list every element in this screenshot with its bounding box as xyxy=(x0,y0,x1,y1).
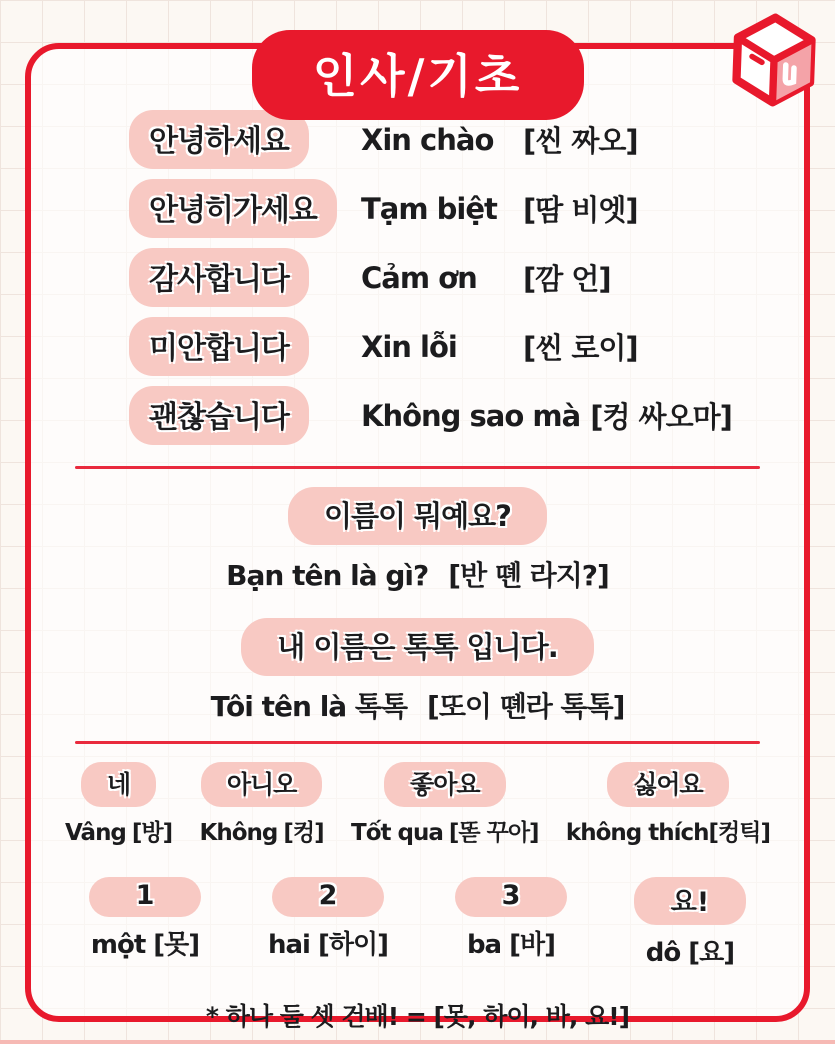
vietnamese-text: Tạm biệt xyxy=(361,191,497,226)
vietnamese-text: Không sao mà xyxy=(361,398,581,433)
pronunciation-text: [또이 뗸라 톡톡] xyxy=(427,690,625,723)
korean-number-pill: 2 xyxy=(272,877,384,917)
vietnamese-text: Xin chào xyxy=(361,122,494,157)
pronunciation-text: [방] xyxy=(131,820,173,846)
pronunciation-text: [씬 로이] xyxy=(523,331,638,365)
word-column xyxy=(65,762,172,847)
korean-phrase-pill: 괜찮습니다 xyxy=(129,386,309,445)
cheers-footnote: * 하나 둘 셋 건배! = [못, 하이, 바, 요!] xyxy=(205,1002,630,1031)
pronunciation-text: [씬 짜오] xyxy=(523,124,638,158)
korean-phrase-pill: 안녕히가세요 xyxy=(129,179,337,238)
cube-brand-logo-icon xyxy=(726,11,821,108)
sentence-translation xyxy=(31,554,804,594)
korean-word-pill: 싫어요 xyxy=(607,762,728,807)
korean-phrase-pill: 미안합니다 xyxy=(129,317,309,376)
pronunciation-text: [요] xyxy=(688,938,735,968)
korean-sentence-pill: 이름이 뭐예요? xyxy=(288,487,547,545)
pronunciation-text: [하이] xyxy=(317,930,388,960)
korean-word-pill: 네 xyxy=(81,762,156,807)
phrase-row xyxy=(31,243,804,312)
korean-number-pill: 1 xyxy=(89,877,201,917)
vietnamese-text: một xyxy=(90,930,146,960)
vietnamese-text: ba xyxy=(466,930,502,960)
pronunciation-text: [땀 비엣] xyxy=(523,193,638,227)
pronunciation-text: [반 뗸 라지?] xyxy=(448,559,609,592)
name-question-block xyxy=(31,487,804,725)
phrase-card xyxy=(25,43,810,1031)
vietnamese-text: Bạn tên là gì? xyxy=(226,559,429,592)
greeting-phrase-list xyxy=(31,105,804,450)
number-columns xyxy=(31,877,804,969)
phrase-row xyxy=(31,174,804,243)
number-column xyxy=(455,877,567,969)
vietnamese-text: Xin lỗi xyxy=(361,329,457,364)
vietnamese-text: Không xyxy=(199,820,278,846)
phrase-row xyxy=(31,381,804,450)
pronunciation-text: [컹] xyxy=(283,820,324,846)
number-column xyxy=(634,877,746,969)
korean-sentence-pill: 내 이름은 톡톡 입니다. xyxy=(241,618,593,676)
vietnamese-text: Vâng xyxy=(65,820,126,846)
korean-word-pill: 좋아요 xyxy=(384,762,505,807)
vietnamese-text: Tôi tên là 톡톡 xyxy=(210,690,408,723)
word-column xyxy=(566,762,770,847)
korean-phrase-pill: 감사합니다 xyxy=(129,248,309,307)
pronunciation-text: [컹틱] xyxy=(708,820,770,846)
divider-line xyxy=(75,741,760,744)
divider-line xyxy=(75,466,760,469)
korean-word-pill: 아니오 xyxy=(201,762,322,807)
word-column xyxy=(351,762,539,847)
pronunciation-text: [컹 싸오마] xyxy=(590,400,732,434)
vietnamese-text: dô xyxy=(645,938,681,968)
word-columns xyxy=(31,762,804,847)
pronunciation-text: [못] xyxy=(153,930,200,960)
number-column xyxy=(89,877,201,969)
korean-phrase-pill: 안녕하세요 xyxy=(129,110,309,169)
pronunciation-text: [바] xyxy=(509,930,555,960)
korean-number-pill: 요! xyxy=(634,877,746,925)
vietnamese-text: Cảm ơn xyxy=(361,260,477,295)
pronunciation-text: [깜 언] xyxy=(523,262,611,296)
number-column xyxy=(268,877,388,969)
word-column xyxy=(200,762,324,847)
vietnamese-text: Tốt qua xyxy=(351,820,443,846)
sentence-translation xyxy=(31,685,804,725)
korean-number-pill: 3 xyxy=(455,877,567,917)
title-badge xyxy=(252,30,584,120)
phrase-row xyxy=(31,312,804,381)
vietnamese-text: không thích xyxy=(565,820,709,846)
next-card-edge-line xyxy=(0,1040,835,1044)
vietnamese-text: hai xyxy=(268,930,310,960)
page-title: 인사/기초 xyxy=(312,49,523,103)
pronunciation-text: [똗 꾸아] xyxy=(448,820,539,846)
